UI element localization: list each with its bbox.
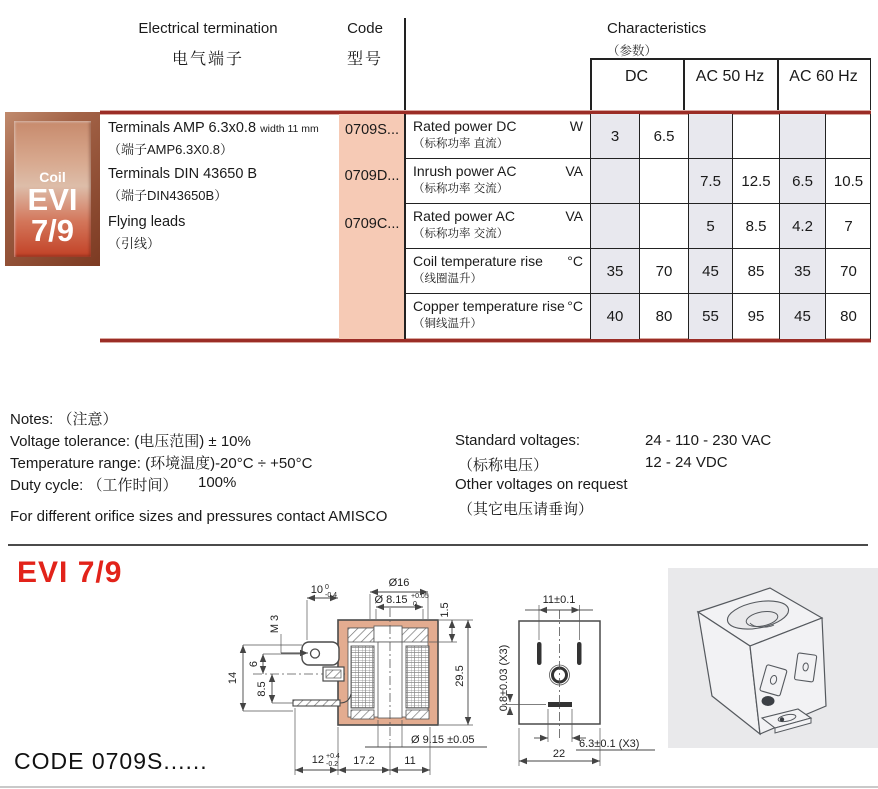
termination-row-amp	[108, 120, 336, 158]
dim-bottom-bore: Ø 9.15 ±0.05	[411, 734, 475, 746]
col-header-electrical-termination: Electrical termination	[138, 20, 278, 37]
flange-hatch-right	[402, 628, 428, 642]
row-label-zh: （标称功率 交流）	[413, 183, 509, 195]
row-label-zh: （标称功率 交流）	[413, 228, 509, 240]
note-duty-cycle-value: 100%	[198, 474, 237, 491]
standard-voltages-zh: （标称电压）	[458, 457, 549, 474]
cell-value	[779, 114, 825, 158]
row-label: Rated power AC	[413, 208, 515, 224]
notes-title: Notes: （注意）	[10, 411, 118, 428]
spade-terminal	[302, 642, 339, 665]
cell-value	[590, 204, 639, 248]
cell-value	[688, 114, 732, 158]
right-spade-tab	[794, 653, 817, 682]
cell-value	[639, 159, 688, 203]
winding-left	[351, 646, 374, 708]
note-temperature-range: Temperature range: (环境温度)-20°C ÷ +50°C	[10, 455, 313, 472]
cell-value	[639, 204, 688, 248]
cell-value: 95	[732, 294, 779, 339]
other-voltages-label: Other voltages on request	[455, 476, 628, 493]
dim-bore-diameter: Ø 8.15	[374, 594, 408, 606]
code-0709C: 0709C...	[344, 216, 400, 232]
terminal-slot-right	[577, 642, 582, 665]
characteristics-table	[404, 114, 871, 339]
group-header-ac60: AC 60 Hz	[789, 68, 858, 85]
coil-badge-plate	[14, 121, 91, 257]
standard-voltages-vdc: 12 - 24 VDC	[645, 454, 728, 471]
table-row	[406, 294, 870, 339]
dim-14: 14	[227, 671, 239, 685]
cell-value: 80	[825, 294, 871, 339]
cell-value: 45	[779, 294, 825, 339]
cell-value: 80	[639, 294, 688, 339]
cell-value: 7.5	[688, 159, 732, 203]
section-code-line: CODE 0709S......	[14, 748, 208, 774]
termination-din-en: Terminals DIN 43650 B	[108, 166, 258, 182]
note-voltage-tolerance: Voltage tolerance: (电压范围) ± 10%	[10, 433, 251, 450]
group-header-dc: DC	[624, 68, 649, 85]
face-view-drawing	[480, 550, 685, 789]
svg-text:+0.4: +0.4	[326, 753, 340, 760]
row-label: Inrush power AC	[413, 163, 517, 179]
termination-amp-en: Terminals AMP 6.3x0.8	[108, 120, 257, 136]
row-label-zh: （线圈温升）	[413, 273, 482, 285]
row-unit: VA	[565, 163, 583, 179]
cell-value: 35	[779, 249, 825, 293]
dim-slot-thickness: 0.8±0.03 (X3)	[498, 644, 510, 712]
section-title: EVI 7/9	[17, 556, 123, 589]
dim-29-5: 29.5	[454, 665, 466, 687]
dim-8-5: 8.5	[256, 681, 268, 697]
cell-value: 6.5	[639, 114, 688, 158]
cell-value: 12.5	[732, 159, 779, 203]
code-0709D: 0709D...	[344, 168, 400, 184]
standard-voltages-vac: 24 - 110 - 230 VAC	[645, 432, 772, 449]
svg-text:+0.05: +0.05	[411, 593, 429, 600]
cell-value: 3	[590, 114, 639, 158]
row-label: Coil temperature rise	[413, 253, 543, 269]
termination-amp-zh: （端子AMP6.3X0.8）	[108, 142, 233, 157]
note-duty-cycle: Duty cycle: （工作时间）	[10, 477, 178, 494]
cell-value: 7	[825, 204, 871, 248]
row-unit: VA	[565, 208, 583, 224]
dim-body-width: 22	[552, 748, 566, 760]
cell-value: 85	[732, 249, 779, 293]
cell-value: 40	[590, 294, 639, 339]
termination-leads-en: Flying leads	[108, 214, 186, 230]
cell-value: 6.5	[779, 159, 825, 203]
row-label: Copper temperature rise	[413, 298, 565, 314]
mounting-bracket	[293, 700, 340, 706]
front-boss	[762, 696, 775, 706]
characteristics-underline	[590, 58, 871, 60]
cell-value: 55	[688, 294, 732, 339]
dim-6: 6	[248, 660, 260, 668]
svg-text:-0.2: -0.2	[326, 761, 339, 768]
svg-text:-0.4: -0.4	[325, 592, 338, 599]
cell-value: 10.5	[825, 159, 871, 203]
row-unit: °C	[567, 253, 583, 269]
cell-value: 70	[825, 249, 871, 293]
col-header-characteristics: Characteristics	[607, 20, 707, 37]
badge-coil-label: Coil	[39, 169, 66, 185]
termination-amp-note: width 11 mm	[260, 123, 319, 135]
table-row	[406, 249, 870, 294]
dim-outer-diameter: Ø16	[388, 577, 410, 589]
termination-row-din	[108, 166, 336, 204]
col-header-code: Code	[347, 20, 383, 37]
dim-thread-m3: M 3	[269, 614, 281, 634]
note-contact: For different orifice sizes and pressures contact AMISCO	[10, 508, 388, 525]
col-header-electrical-termination-zh: 电气端子	[171, 51, 244, 68]
table-row	[406, 159, 870, 204]
dim-11-width: 11	[404, 755, 416, 767]
row-label-zh: （标称功率 直流）	[413, 138, 509, 150]
dim-slot-width: 6.3±0.1 (X3)	[579, 738, 640, 750]
code-0709S: 0709S...	[344, 122, 399, 138]
cell-value: 4.2	[779, 204, 825, 248]
flange-hatch-left	[348, 628, 374, 642]
cell-value	[590, 159, 639, 203]
winding-right	[406, 646, 429, 708]
dim-slot-pitch: 11±0.1	[542, 594, 576, 606]
terminal-hole	[311, 649, 320, 658]
group-header-ac50: AC 50 Hz	[695, 68, 765, 85]
svg-text:0: 0	[413, 601, 417, 608]
badge-series-label: EVI	[27, 182, 78, 217]
row-label-zh: （铜线温升）	[413, 318, 482, 330]
termination-din-zh: （端子DIN43650B）	[108, 188, 228, 203]
dim-12: 12	[311, 754, 324, 766]
row-unit: W	[569, 118, 583, 134]
col-header-characteristics-zh: （参数）	[607, 44, 658, 58]
cell-value: 8.5	[732, 204, 779, 248]
cell-value: 35	[590, 249, 639, 293]
row-label: Rated power DC	[413, 118, 517, 134]
cell-value: 45	[688, 249, 732, 293]
other-voltages-zh: （其它电压请垂询）	[458, 501, 594, 518]
header-divider-vertical	[404, 18, 406, 111]
table-bottom-red-line	[100, 339, 871, 342]
isometric-view	[668, 568, 878, 748]
dim-1-5: 1.5	[439, 602, 451, 618]
standard-voltages-label: Standard voltages:	[455, 432, 581, 449]
terminal-slot-left	[537, 642, 542, 665]
svg-text:0: 0	[325, 584, 329, 591]
col-header-code-zh: 型号	[346, 51, 383, 68]
table-row	[406, 204, 870, 249]
bottom-slot	[548, 702, 572, 707]
bore-collar	[374, 626, 402, 642]
dim-10: 10	[310, 584, 323, 596]
cell-value: 70	[639, 249, 688, 293]
cell-value: 5	[688, 204, 732, 248]
cell-value	[732, 114, 779, 158]
cell-value	[825, 114, 871, 158]
section-divider	[8, 544, 868, 546]
table-row	[406, 114, 870, 159]
termination-leads-zh: （引线）	[108, 236, 161, 251]
badge-size-label: 7/9	[30, 213, 75, 248]
dim-17-2: 17.2	[353, 755, 375, 767]
coil-badge	[5, 112, 100, 266]
termination-row-leads	[108, 214, 336, 252]
row-unit: °C	[567, 298, 583, 314]
